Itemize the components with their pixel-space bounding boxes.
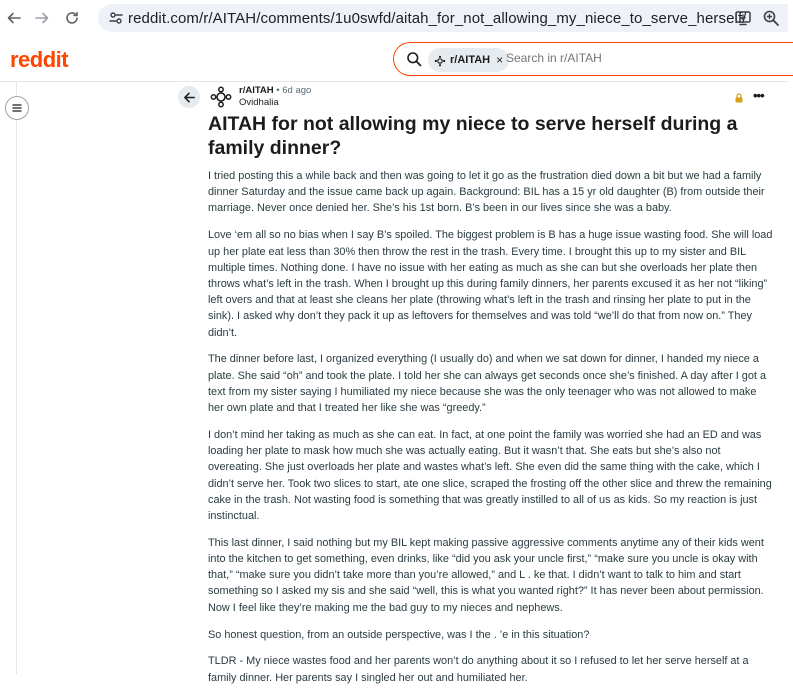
post-paragraph: The dinner before last, I organized everything (I usually do) and when we sat down for dinner, I handed my niece a plate. She said “oh” and took the plate. I told her she can always get seconds once she’s finished. A day after I got a text from my sister saying I humiliated my niece because she was the only teenager who was not allowed to make her own plate and that I treated her like she was “greedy.”: [208, 353, 766, 415]
post-paragraph: This last dinner, I said nothing but my BIL kept making passive aggressive comments anytime any of their kids went into the kitchen to get something, even drinks, like “did you ask your uncle first,” “make sure you uncle is okay with that,” “make sure you didn’t take more than you’re allowed,” and L . ke that. I didn’t want to talk to him and start something so I asked my sis and she said “well, this is what you wanted right?” It has never been about permission. Now I feel like they’re making me the bad guy to my nieces and nephews.: [208, 536, 764, 614]
back-button[interactable]: [178, 86, 200, 108]
site-settings-icon[interactable]: [108, 10, 124, 26]
browser-toolbar: [0, 0, 788, 36]
post-paragraph: Love ‘em all so no bias when I say B’s spoiled. The biggest problem is B has a huge issue wasting food. She will load up her plate eat less than 30% then throw the rest in the trash. Every time. I brought this up to my sister and BIL multiple times. Nothing done. I have no issue with her eating as much as she can but she overloads her plate then throws what’s left in the trash. When I brought up this during family dinners, her parents excused it as her not “liking” left overs and that at least she cleans her plate (throwing what’s left in the trash and rinsing her plate to put in the sink). I asked why don’t they pack it up as leftovers for themselves and was told “we’ll do that from now on.” They didn’t.: [208, 229, 773, 339]
post-body: [208, 168, 773, 697]
subreddit-filter-chip[interactable]: [428, 48, 509, 72]
address-bar[interactable]: [98, 4, 788, 32]
search-bar[interactable]: [393, 42, 793, 76]
zoom-icon[interactable]: [762, 9, 780, 27]
search-icon: [406, 51, 422, 67]
reload-icon[interactable]: [62, 8, 82, 28]
more-options-icon[interactable]: •••: [753, 88, 764, 103]
meta-separator: •: [276, 85, 280, 96]
post-timestamp: 6d ago: [282, 85, 312, 96]
subreddit-link[interactable]: r/AITAH: [239, 85, 274, 96]
install-app-icon[interactable]: [734, 9, 752, 27]
post-paragraph: TLDR - My niece wastes food and her parents won’t do anything about it so I refused to let her serve herself at a family dinner. Her parents say I singled her out and humiliated her.: [208, 655, 749, 684]
post-paragraph: I don’t mind her taking as much as she can eat. In fact, at one point the family was worried she had an ED and was loading her plate to mask how much she was actually eating. But it wasn’t that. She eats but she’s also not overeating. She just overloads her plate and wastes what’s left. She even did the same thing with the cake, which I didn’t serve her. Took two slices to start, ate one slice, scraped the frosting off the other slice and threw the remaining cake in the trash. Not wasting food is something that was greatly instilled to all of us as kids. So my reaction is just instinctual.: [208, 428, 772, 522]
forward-arrow-icon[interactable]: [32, 8, 52, 28]
author-link[interactable]: Ovidhalia: [239, 97, 279, 108]
left-sidebar: [0, 82, 17, 674]
search-input[interactable]: [506, 51, 746, 65]
close-icon[interactable]: ×: [496, 53, 504, 67]
lock-icon: [734, 90, 744, 100]
subreddit-icon: [434, 54, 446, 66]
url-text[interactable]: reddit.com/r/AITAH/comments/1u0swfd/aitah_for_not_allowing_my_niece_to_serve_herself/: [128, 10, 747, 27]
post-paragraph: I tried posting this a while back and then was going to let it go as the frustration died down a bit but we had a family dinner Saturday and the issue came back up again. Background: BIL has a 15 yr old daughter (B) from outside their marriage. Never once denied her. She’s his 1st born. B’s been in our lives since she was a baby.: [208, 170, 765, 215]
menu-icon[interactable]: [5, 96, 29, 120]
post-paragraph: So honest question, from an outside perspective, was I the . ’e in this situation?: [208, 628, 590, 641]
back-arrow-icon[interactable]: [4, 8, 24, 28]
site-header: [0, 36, 788, 82]
post-meta: [239, 85, 311, 96]
chip-label: r/AITAH: [450, 54, 491, 66]
reddit-logo[interactable]: reddit: [10, 47, 69, 72]
post-title: AITAH for not allowing my niece to serve herself during a family dinner?: [208, 113, 738, 159]
subreddit-avatar[interactable]: [210, 86, 232, 108]
